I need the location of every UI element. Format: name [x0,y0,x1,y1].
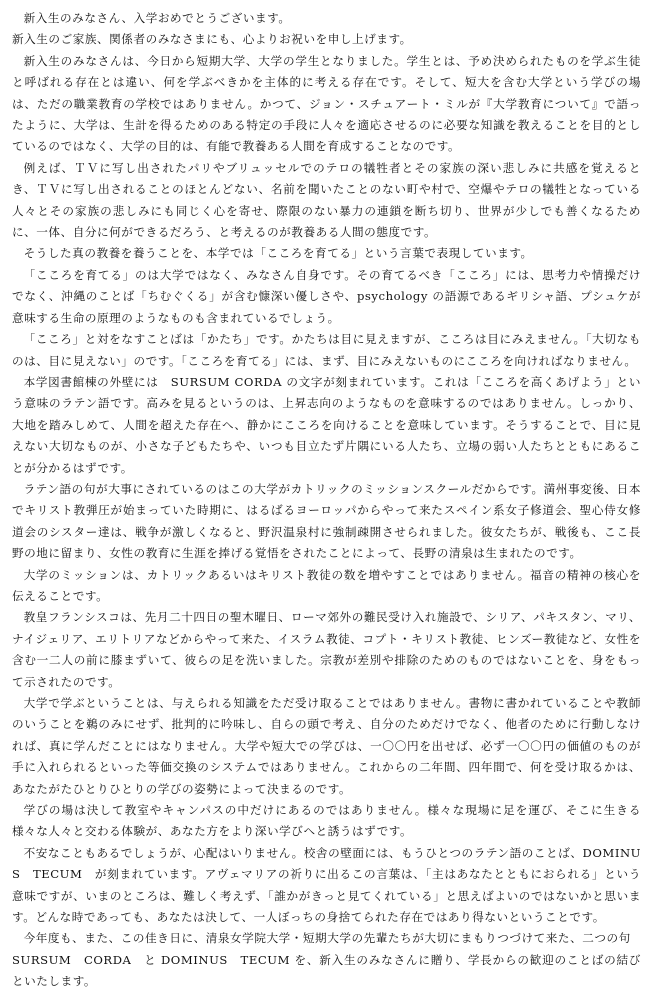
paragraph-closing-continued: SURSUM CORDA と DOMINUS TECUM を、新入生のみなさんに贈り、学長からの歓迎のことばの結びといたします。 [12,952,641,989]
paragraph-family-greeting: 新入生のご家族、関係者のみなさまにも、心よりお祝いを申し上げます。 [12,32,412,47]
welcome-address-body [12,8,641,993]
paragraph-growing-kokoro: 「こころを育てる」のは大学ではなく、みなさん自身です。その育てるべき「こころ」には、思考力や情操だけでなく、沖縄のことば「ちむぐくる」が含む慷深い優しさや、psychology の語源であるギリシャ語、プシュケが意味する生命の原理のようなものも含まれているでしょう。 [12,267,641,325]
paragraph-pope-francis: 教皇フランシスコは、先月二十四日の聖木曜日、ローマ郊外の難民受け入れ施設で、シリア、パキスタン、マリ、ナイジェリア、エリトリアなどからやって来た、イスラム教徒、コプト・キリスト教徒、ヒンズー教徒など、女性を含む一二人の前に膝まずいて、彼らの足を洗いました。宗教が差別や排除のためのものではないことを、身をもって示されたのです。 [12,610,641,689]
paragraph-university-purpose: 新入生のみなさんは、今日から短期大学、大学の学生となりました。学生とは、予め決められたものを学ぶ生徒と呼ばれる存在とは違い、何を学ぶべきかを主体的に考える存在です。そして、短大を含む大学という学びの場は、ただの職業教育の学校ではありません。かつて、ジョン・スチュアート・ミルが『大学教育について』で語ったように、大学は、生計を得るためのある特定の手段に人々を適応させるのに必要な知識を教えることを目的としているのではなく、大学の目的は、有能で教養ある人間を育成することなのです。 [12,53,641,154]
paragraph-kokoro-motto: そうした真の教養を養うことを、本学では「こころを育てる」という言葉で表現しています。 [23,246,533,261]
paragraph-kokoro-katachi: 「こころ」と対をなすことばは「かたち」です。かたちは目に見えますが、こころは目にみえません。「大切なものは、目に見えない」のです。「こころを育てる」には、まず、目にみえないものにこころを向ければなりません。 [12,332,641,368]
paragraph-mission-school-history: ラテン語の句が大事にされているのはこの大学がカトリックのミッションスクールだからです。満州事変後、日本でキリスト教弾圧が始まっていた時期に、はるばるヨーロッパからやって来たスペイン系女子修道会、聖心侍女修道会のシスター達は、戦争が激しくなると、野沢温泉村に強制疎開させられました。彼女たちが、戦後も、ここ長野の地に留まり、女性の教育に生涯を捧げる覚悟をされたことによって、長野の清泉は生まれたのです。 [12,481,641,561]
paragraph-closing: 今年度も、また、この佳き日に、清泉女学院大学・短期大学の先輩たちが大切にまもりつづけて来た、二つの句 [23,931,631,946]
paragraph-cultured-person-example: 例えば、ＴＶに写し出されたパリやブリュッセルでのテロの犠牲者とその家族の深い悲しみに共感を覚えるとき、ＴＶに写し出されることのほとんどない、名前を聞いたことのない町や村で、空爆やテロの犠牲となっている人々とその家族の悲しみにも同じく心を寄せ、際限のない暴力の連鎖を断ち切り、世界が少しでも善くなるために、一体、自分に何ができるだろう、と考えるのが教養ある人間の態度です。 [12,160,641,240]
paragraph-learning-places: 学びの場は決して教室やキャンパスの中だけにあるのではありません。様々な現場に足を運び、そこに生きる様々な人々と交わる体験が、あなた方をより深い学びへと誘うはずです。 [12,803,641,839]
paragraph-greeting: 新入生のみなさん、入学おめでとうございます。 [23,11,291,25]
paragraph-university-mission: 大学のミッションは、カトリックあるいはキリスト教徒の数を増やすことではありません。福音の精神の核心を伝えることです。 [12,567,641,603]
paragraph-sursum-corda: 本学図書館棟の外壁には SURSUM CORDA の文字が刻まれています。これは「こころを高くあげよう」という意味のラテン語です。高みを見るというのは、上昇志向のようなものを意味するのではありません。しっかり、大地を踏みしめて、人間を超えた存在へ、静かにこころを向けることを意味しています。そうすることで、目に見えない大切なものが、小さな子どもたちや、いつも目立たず片隅にいる人たち、立場の弱い人たちとともにあることが分かるはずです。 [12,374,641,475]
paragraph-dominus-tecum: 不安なこともあるでしょうが、心配はいりません。校舎の壁面には、もうひとつのラテン語のことば、DOMINUS TECUM が刻まれています。アヴェマリアの祈りに出るこの言葉は、「主はあなたとともにおられる」という意味ですが、いまのところは、難しく考えず、「誰かがきっと見てくれている」と思えばよいのではないかと思います。どんな時であっても、あなたは決して、一人ぼっちの身捨てられた存在ではあり得ないということです。 [12,845,641,925]
paragraph-learning-at-university: 大学で学ぶということは、与えられる知識をただ受け取ることではありません。書物に書かれていることや教師のいうことを鵜のみにせず、批判的に吟味し、自らの頭で考え、自分のためだけでなく、他者のために行動しなければ、真に学んだことにはなりません。大学や短大での学びは、一〇〇円を出せば、必ず一〇〇円の価値のものが手に入れられるといった等価交換のシステムではありません。これからの二年間、四年間で、何を受け取るかは、あなたがたひとりひとりの学びの姿勢によって決まるのです。 [12,696,641,796]
